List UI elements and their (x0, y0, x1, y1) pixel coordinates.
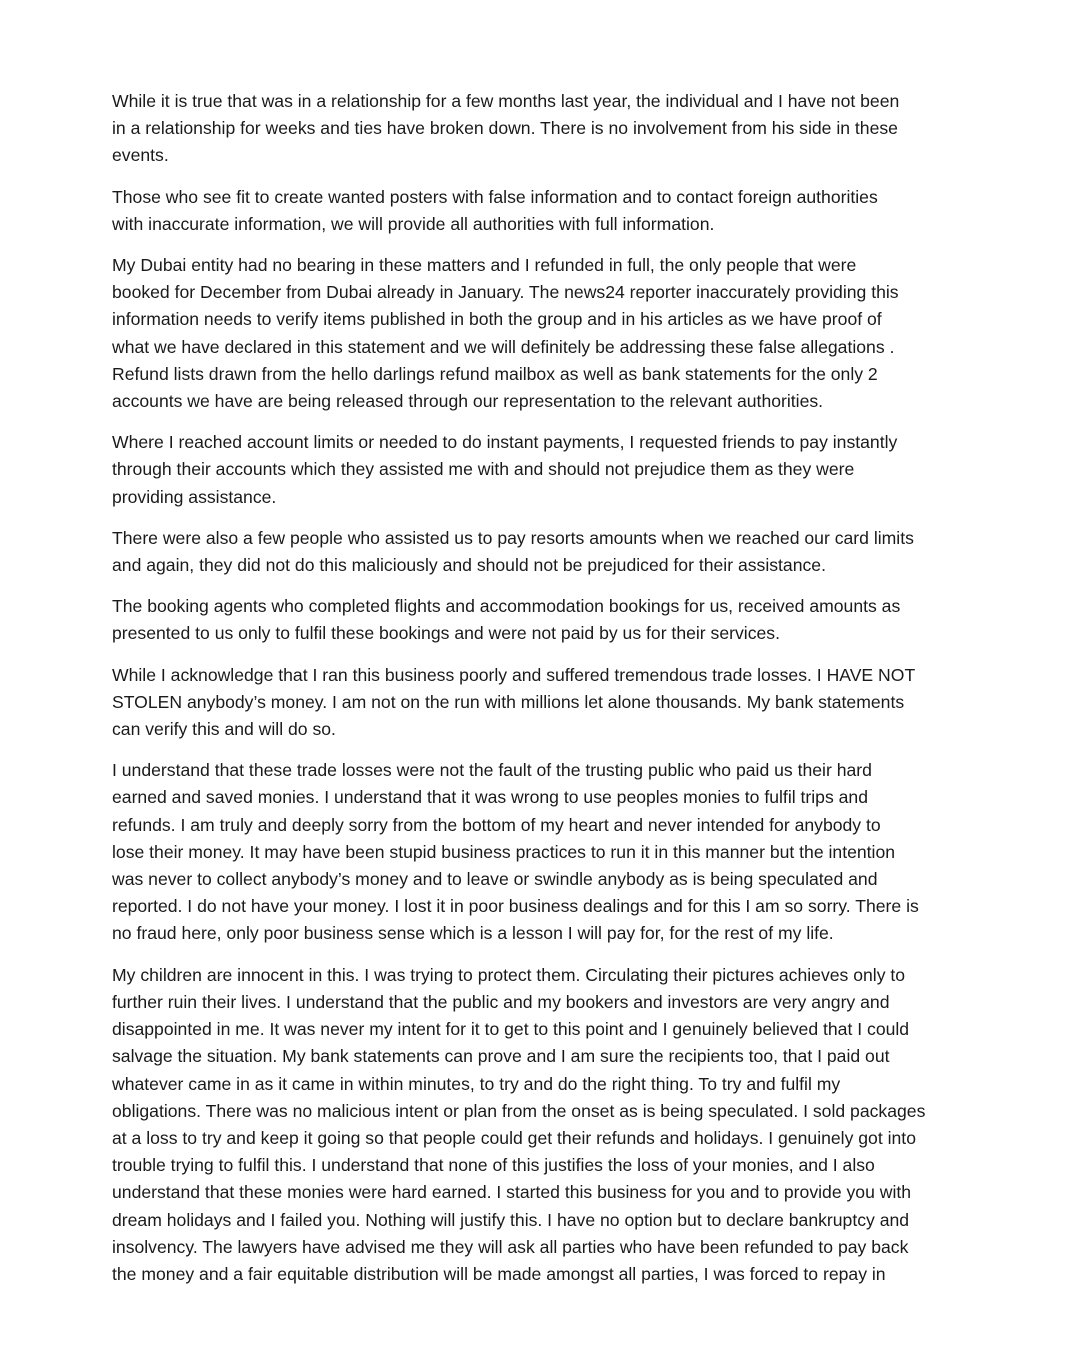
text-line: I understand that these trade losses were not the fault of the trusting public who paid us their hard (112, 760, 872, 781)
text-line: can verify this and will do so. (112, 719, 336, 740)
text-line: events. (112, 145, 169, 166)
text-line: further ruin their lives. I understand that the public and my bookers and investors are very angry and (112, 991, 890, 1012)
text-line: booked for December from Dubai already in January. The news24 reporter inaccurately providing this (112, 282, 899, 303)
paragraph-4 (112, 429, 992, 511)
text-line: salvage the situation. My bank statements can prove and I am sure the recipients too, that I paid out (112, 1046, 890, 1067)
text-line: was never to collect anybody’s money and to leave or swindle anybody as is being speculated and (112, 869, 878, 890)
text-line: While it is true that was in a relationship for a few months last year, the individual and I have not been (112, 91, 900, 111)
text-line: While I acknowledge that I ran this business poorly and suffered tremendous trade losses. I HAVE NOT (112, 664, 916, 685)
text-line: There were also a few people who assisted us to pay resorts amounts when we reached our card limits (112, 527, 914, 548)
text-line: STOLEN anybody’s money. I am not on the run with millions let alone thousands. My bank statements (112, 691, 905, 712)
paragraph-5 (112, 525, 992, 579)
text-line: refunds. I am truly and deeply sorry from the bottom of my heart and never intended for anybody to (112, 814, 881, 835)
text-line: reported. I do not have your money. I lost it in poor business dealings and for this I am so sorry. There is (112, 896, 919, 917)
text-line: insolvency. The lawyers have advised me they will ask all parties who have been refunded to pay back (112, 1236, 909, 1257)
text-line: and again, they did not do this maliciously and should not be prejudiced for their assistance. (112, 555, 826, 576)
text-line: Where I reached account limits or needed to do instant payments, I requested friends to pay instantly (112, 432, 898, 453)
paragraph-3 (112, 252, 992, 415)
text-line: My Dubai entity had no bearing in these matters and I refunded in full, the only people that were (112, 255, 857, 276)
text-line: information needs to verify items published in both the group and in his articles as we have proof of (112, 309, 882, 330)
text-line: earned and saved monies. I understand that it was wrong to use peoples monies to fulfil trips and (112, 787, 868, 808)
text-line: at a loss to try and keep it going so that people could get their refunds and holidays. I genuinely got into (112, 1127, 916, 1148)
text-line: what we have declared in this statement and we will definitely be addressing these false allegations . (112, 336, 895, 357)
text-line: whatever came in as it came in within minutes, to try and do the right thing. To try and fulfil my (112, 1073, 841, 1094)
paragraph-2 (112, 184, 992, 238)
text-line: in a relationship for weeks and ties have broken down. There is no involvement from his side in these (112, 118, 898, 139)
text-line: Those who see fit to create wanted posters with false information and to contact foreign authorities (112, 186, 878, 207)
paragraph-8 (112, 757, 992, 947)
paragraph-6 (112, 593, 992, 647)
text-line: dream holidays and I failed you. Nothing will justify this. I have no option but to declare bankruptcy and (112, 1209, 910, 1230)
text-line: trouble trying to fulfil this. I understand that none of this justifies the loss of your monies, and I also (112, 1155, 875, 1176)
paragraph-7 (112, 662, 992, 744)
text-line: obligations. There was no malicious intent or plan from the onset as is being speculated. I sold packages (112, 1100, 926, 1121)
text-line: no fraud here, only poor business sense which is a lesson I will pay for, for the rest of my life. (112, 923, 834, 944)
text-line: providing assistance. (112, 486, 277, 507)
paragraph-1 (112, 88, 992, 170)
text-line: understand that these monies were hard earned. I started this business for you and to provide you with (112, 1182, 912, 1203)
text-line: through their accounts which they assisted me with and should not prejudice them as they were (112, 459, 855, 480)
text-line: disappointed in me. It was never my intent for it to get to this point and I genuinely believed that I could (112, 1019, 910, 1040)
text-line: The booking agents who completed flights and accommodation bookings for us, received amounts as (112, 596, 901, 617)
paragraph-9 (112, 962, 992, 1288)
statement-body (112, 88, 992, 1302)
text-line: presented to us only to fulfil these bookings and were not paid by us for their services. (112, 623, 780, 644)
text-line: with inaccurate information, we will provide all authorities with full information. (112, 213, 715, 234)
text-line: lose their money. It may have been stupid business practices to run it in this manner but the intention (112, 841, 896, 862)
text-line: My children are innocent in this. I was trying to protect them. Circulating their pictures achieves only to (112, 964, 906, 985)
text-line: accounts we have are being released through our representation to the relevant authorities. (112, 391, 824, 412)
text-line: Refund lists drawn from the hello darlings refund mailbox as well as bank statements for the only 2 (112, 363, 878, 384)
text-line: the money and a fair equitable distribution will be made amongst all parties, I was forced to repay in (112, 1263, 886, 1284)
